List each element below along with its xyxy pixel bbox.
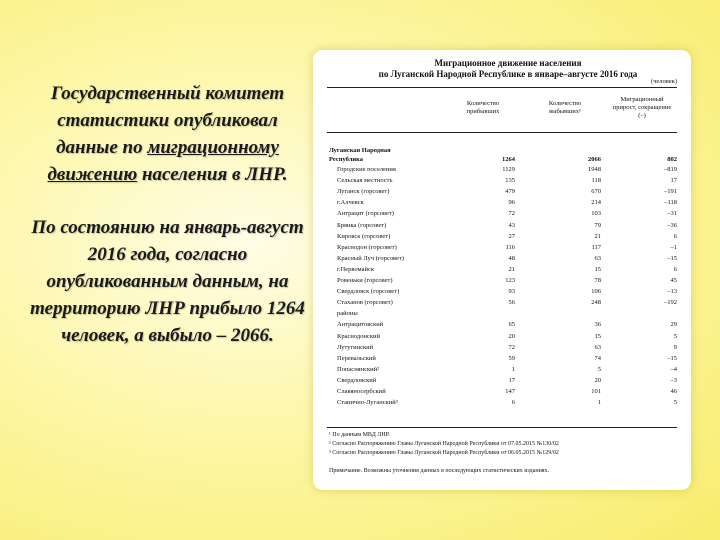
row-value-v2: 117 — [591, 243, 601, 251]
row-label: Антрацитовский — [337, 321, 384, 329]
row-value-v3: –191 — [664, 188, 677, 196]
row-value-v2: 74 — [594, 354, 601, 362]
row-label: Краснодонский — [337, 332, 380, 340]
row-value-v2: 214 — [591, 199, 601, 207]
row-value-v1: 20 — [508, 332, 515, 340]
row-value-v3: –118 — [664, 199, 677, 207]
row-value-v1: 56 — [508, 299, 515, 307]
table-row-total: Луганская Народная — [329, 147, 391, 154]
row-label: Ровеньки (горсовет) — [337, 277, 393, 284]
row-value-v2: 78 — [594, 277, 601, 284]
table-row — [329, 320, 677, 329]
row-label: Попаснянский² — [337, 365, 380, 373]
table-row — [329, 265, 677, 274]
table-row — [329, 221, 677, 230]
row-value-v3: 29 — [670, 321, 677, 329]
statistics-document — [313, 50, 691, 490]
row-value-v3: 45 — [670, 277, 677, 284]
row-label: Городские поселения — [337, 166, 396, 173]
table-row — [329, 298, 677, 307]
table-row — [329, 332, 677, 341]
row-value-v2: 118 — [591, 177, 601, 185]
row-value-v3: –3 — [670, 376, 677, 384]
row-value-v3: –819 — [664, 166, 677, 173]
row-label: Краснодон (горсовет) — [337, 243, 397, 251]
row-value-v2: 15 — [594, 332, 601, 340]
row-value-v2: 5 — [597, 365, 601, 373]
row-value-v3: –31 — [667, 210, 677, 218]
row-value-v1: 123 — [505, 277, 515, 284]
row-value-v2: 670 — [591, 188, 601, 196]
row-value-v1: 21 — [508, 265, 515, 273]
table-row — [329, 243, 677, 252]
row-label: Свердловский — [337, 376, 377, 384]
row-label: Станично-Луганский³ — [337, 399, 398, 407]
footnote-1: ¹ По данным МВД ЛНР. — [329, 432, 390, 438]
table-row — [329, 398, 677, 407]
row-value-v3: –36 — [667, 221, 677, 229]
row-value-v3: 5 — [673, 332, 677, 340]
row-value-v1: 147 — [505, 388, 515, 395]
table-row — [329, 232, 677, 241]
row-label: г.Алчевск — [337, 199, 364, 207]
row-value-v2: 36 — [594, 321, 601, 329]
row-value-v3: 17 — [670, 177, 677, 185]
row-value-v2: 106 — [591, 288, 601, 296]
row-label: Сельская местность — [337, 177, 393, 185]
row-value-v2: 101 — [591, 388, 601, 395]
table-row — [329, 176, 677, 185]
row-label: Свердловск (горсовет) — [337, 288, 400, 296]
table-row-total-line2: Республика 1264 2066 802 — [329, 156, 677, 163]
row-value-v1: 27 — [508, 232, 515, 240]
col-balance-header: Миграционный прирост, сокращение (–) — [612, 96, 672, 119]
row-value-v2: 21 — [594, 232, 601, 240]
col-arrived-header: Количество прибывших — [466, 100, 500, 115]
description-text — [30, 80, 305, 375]
table-row — [329, 354, 677, 363]
row-label: Стаханов (горсовет) — [337, 299, 393, 307]
table-row — [329, 365, 677, 374]
row-value-v3: –13 — [667, 288, 677, 296]
row-value-v3: –1 — [670, 243, 677, 251]
row-value-v1: 1 — [511, 365, 515, 373]
table-row — [329, 309, 677, 318]
row-value-v3: 5 — [673, 399, 677, 407]
row-value-v2: 63 — [594, 254, 601, 262]
row-value-v3: 6 — [673, 265, 677, 273]
table-row — [329, 198, 677, 207]
table-row — [329, 254, 677, 263]
row-value-v1: 479 — [505, 188, 515, 196]
row-value-v3: –15 — [667, 254, 677, 262]
row-value-v1: 43 — [508, 221, 515, 229]
table-bottom-rule — [327, 427, 677, 428]
table-row — [329, 387, 677, 396]
row-label: Славяносербский — [337, 388, 386, 395]
row-value-v3: 46 — [670, 388, 677, 395]
col-departed-header: Количество выбывших¹ — [548, 100, 582, 115]
table-header-rule — [327, 132, 677, 133]
table-row — [329, 287, 677, 296]
row-value-v1: 72 — [508, 210, 515, 218]
unit-label: (человек) — [650, 78, 677, 85]
row-label: Лутугинский — [337, 343, 374, 351]
footnote-note: Примечание. Возможны уточнения данных в последующих статистических изданиях. — [329, 468, 550, 474]
row-value-v2: 1 — [597, 399, 601, 407]
table-row — [329, 165, 677, 174]
row-value-v2: 15 — [594, 265, 601, 273]
table-row — [329, 276, 677, 285]
row-value-v1: 17 — [508, 376, 515, 384]
row-label: районы — [337, 310, 358, 318]
row-value-v2: 1948 — [588, 166, 601, 173]
footnote-2: ² Согласно Распоряжению Главы Луганской Народной Республики от 07.05.2015 №130/02 — [329, 441, 559, 447]
row-value-v1: 72 — [508, 343, 515, 351]
paragraph-1: Государственный комитет статистики опубликовал данные по миграционному движению населения в ЛНР. — [47, 83, 288, 185]
row-value-v2: 20 — [594, 376, 601, 384]
row-label: Перевальский — [337, 354, 376, 362]
row-label: Брянка (горсовет) — [337, 221, 387, 229]
row-label: Луганск (горсовет) — [337, 188, 390, 196]
row-value-v3: 6 — [673, 232, 677, 240]
row-value-v3: –15 — [667, 354, 677, 362]
row-value-v1: 59 — [508, 354, 515, 362]
row-value-v1: 116 — [505, 243, 515, 251]
row-value-v2: 79 — [594, 221, 601, 229]
row-value-v1: 48 — [508, 254, 515, 262]
footnote-3: ³ Согласно Распоряжению Главы Луганской Народной Республики от 06.05.2015 №129/02 — [329, 450, 559, 456]
row-value-v1: 6 — [511, 399, 515, 407]
row-label: г.Первомайск — [337, 265, 375, 273]
row-label: Антрацит (горсовет) — [337, 210, 394, 218]
row-value-v1: 1129 — [502, 166, 515, 173]
table-row — [329, 343, 677, 352]
row-value-v1: 93 — [508, 288, 515, 296]
row-value-v1: 96 — [508, 199, 515, 207]
underlined-phrase: миграционному движению — [47, 137, 279, 185]
table-row — [329, 209, 677, 218]
row-value-v1: 135 — [505, 177, 515, 185]
table-row — [329, 187, 677, 196]
table-top-rule — [327, 87, 677, 88]
row-value-v2: 103 — [591, 210, 601, 218]
row-label: Красный Луч (горсовет) — [337, 254, 404, 262]
row-value-v2: 248 — [591, 299, 601, 307]
document-title: Миграционное движение населения по Луганской Народной Республике в январе–августе 2016 года — [378, 58, 638, 79]
paragraph-2: По состоянию на январь-август 2016 года, согласно опубликованным данным, на территорию ЛНР прибыло 1264 человек, а выбыло – 2066. — [30, 217, 305, 346]
row-value-v3: –4 — [670, 365, 677, 373]
row-value-v3: –192 — [664, 299, 677, 307]
row-value-v1: 65 — [508, 321, 515, 329]
row-value-v3: 9 — [673, 343, 677, 351]
table-row — [329, 376, 677, 385]
row-label: Кировск (горсовет) — [337, 232, 391, 240]
row-value-v2: 63 — [594, 343, 601, 351]
